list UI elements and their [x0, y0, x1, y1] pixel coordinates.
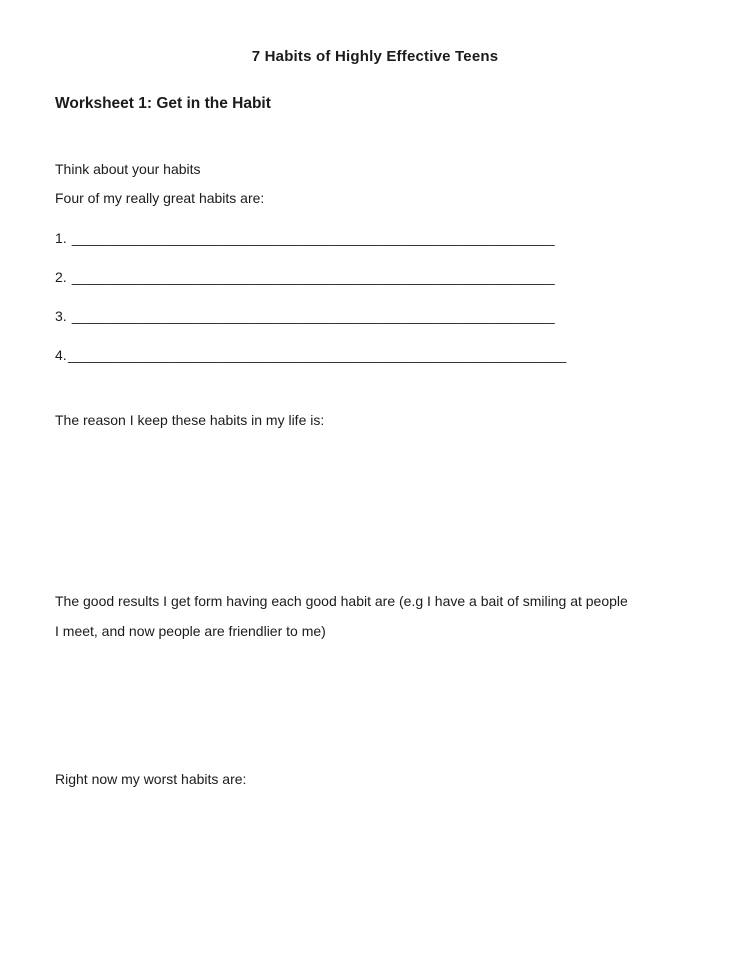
habit-number-4: 4. [55, 347, 67, 363]
prompt-good-results-line-2: I meet, and now people are friendlier to me) [55, 623, 326, 639]
document-title: 7 Habits of Highly Effective Teens [251, 48, 499, 65]
habit-blank-line-4: ________________________________________________________________ [68, 347, 567, 363]
habit-blank-row-2 [55, 269, 750, 286]
prompt-think-about-habits: Think about your habits [55, 161, 201, 177]
habit-blank-line-3: ______________________________________________________________ [68, 308, 555, 324]
prompt-good-results [55, 586, 700, 646]
prompt-worst-habits: Right now my worst habits are: [55, 771, 247, 787]
habit-number-3: 3. [55, 308, 67, 324]
habit-number-1: 1. [55, 230, 67, 246]
habit-number-2: 2. [55, 269, 67, 285]
habit-blank-line-2: ______________________________________________________________ [68, 269, 555, 285]
prompt-reason-keep-habits: The reason I keep these habits in my life is: [55, 412, 325, 428]
habit-blank-row-4 [55, 347, 750, 364]
prompt-four-great-habits: Four of my really great habits are: [55, 190, 265, 206]
habit-blank-row-1 [55, 230, 750, 247]
worksheet-heading: Worksheet 1: Get in the Habit [55, 95, 271, 112]
habit-blank-row-3 [55, 308, 750, 325]
prompt-good-results-line-1: The good results I get form having each good habit are (e.g I have a bait of smiling at people [55, 593, 628, 609]
habit-blank-line-1: ______________________________________________________________ [68, 230, 555, 246]
habit-blank-list [55, 230, 750, 364]
